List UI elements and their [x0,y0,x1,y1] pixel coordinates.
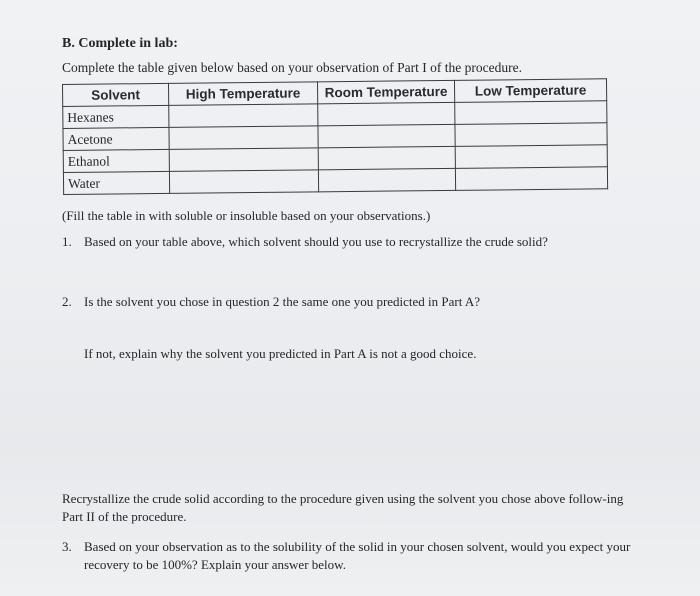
question-1 [62,234,548,250]
solvent-hexanes: Hexanes [63,105,169,128]
cell-hexanes-room[interactable] [318,102,455,125]
header-high-temperature: High Temperature [168,82,317,106]
cell-acetone-room[interactable] [318,124,455,147]
table-instructions: Complete the table given below based on your observation of Part I of the procedure. [62,60,522,75]
solvent-ethanol: Ethanol [63,149,169,172]
recrystallize-instruction: Recrystallize the crude solid according to the procedure given using the solvent you chose above follow-ing Part II of the procedure. [62,491,624,524]
question-1-text: Based on your table above, which solvent should you use to recrystallize the crude solid? [84,234,548,249]
section-heading: B. Complete in lab: [62,36,178,51]
cell-ethanol-low[interactable] [455,145,607,169]
question-2-followup: If not, explain why the solvent you predicted in Part A is not a good choice. [84,346,477,361]
solvent-acetone: Acetone [63,127,169,150]
cell-acetone-low[interactable] [455,123,607,147]
cell-hexanes-low[interactable] [455,101,607,125]
header-solvent: Solvent [63,83,169,106]
question-3 [62,538,642,574]
cell-water-low[interactable] [455,167,607,191]
cell-ethanol-high[interactable] [169,148,318,172]
question-3-text: Based on your observation as to the solubility of the solid in your chosen solvent, would you expect your recovery to be 100%? Explain your answer below. [84,539,631,572]
cell-water-room[interactable] [318,168,455,191]
question-2 [62,294,480,310]
question-3-number: 3. [62,539,72,554]
table-row [63,167,607,195]
question-2-text: Is the solvent you chose in question 2 the same one you predicted in Part A? [84,294,481,309]
question-2-number: 2. [62,294,72,309]
cell-ethanol-room[interactable] [318,146,455,169]
cell-acetone-high[interactable] [169,126,318,150]
fill-instructions: (Fill the table in with soluble or insoluble based on your observations.) [62,208,431,223]
header-room-temperature: Room Temperature [317,80,454,103]
cell-hexanes-high[interactable] [169,104,318,128]
header-low-temperature: Low Temperature [454,79,606,103]
solubility-table [62,78,608,195]
cell-water-high[interactable] [169,170,318,194]
question-1-number: 1. [62,234,72,249]
solvent-water: Water [63,171,169,194]
